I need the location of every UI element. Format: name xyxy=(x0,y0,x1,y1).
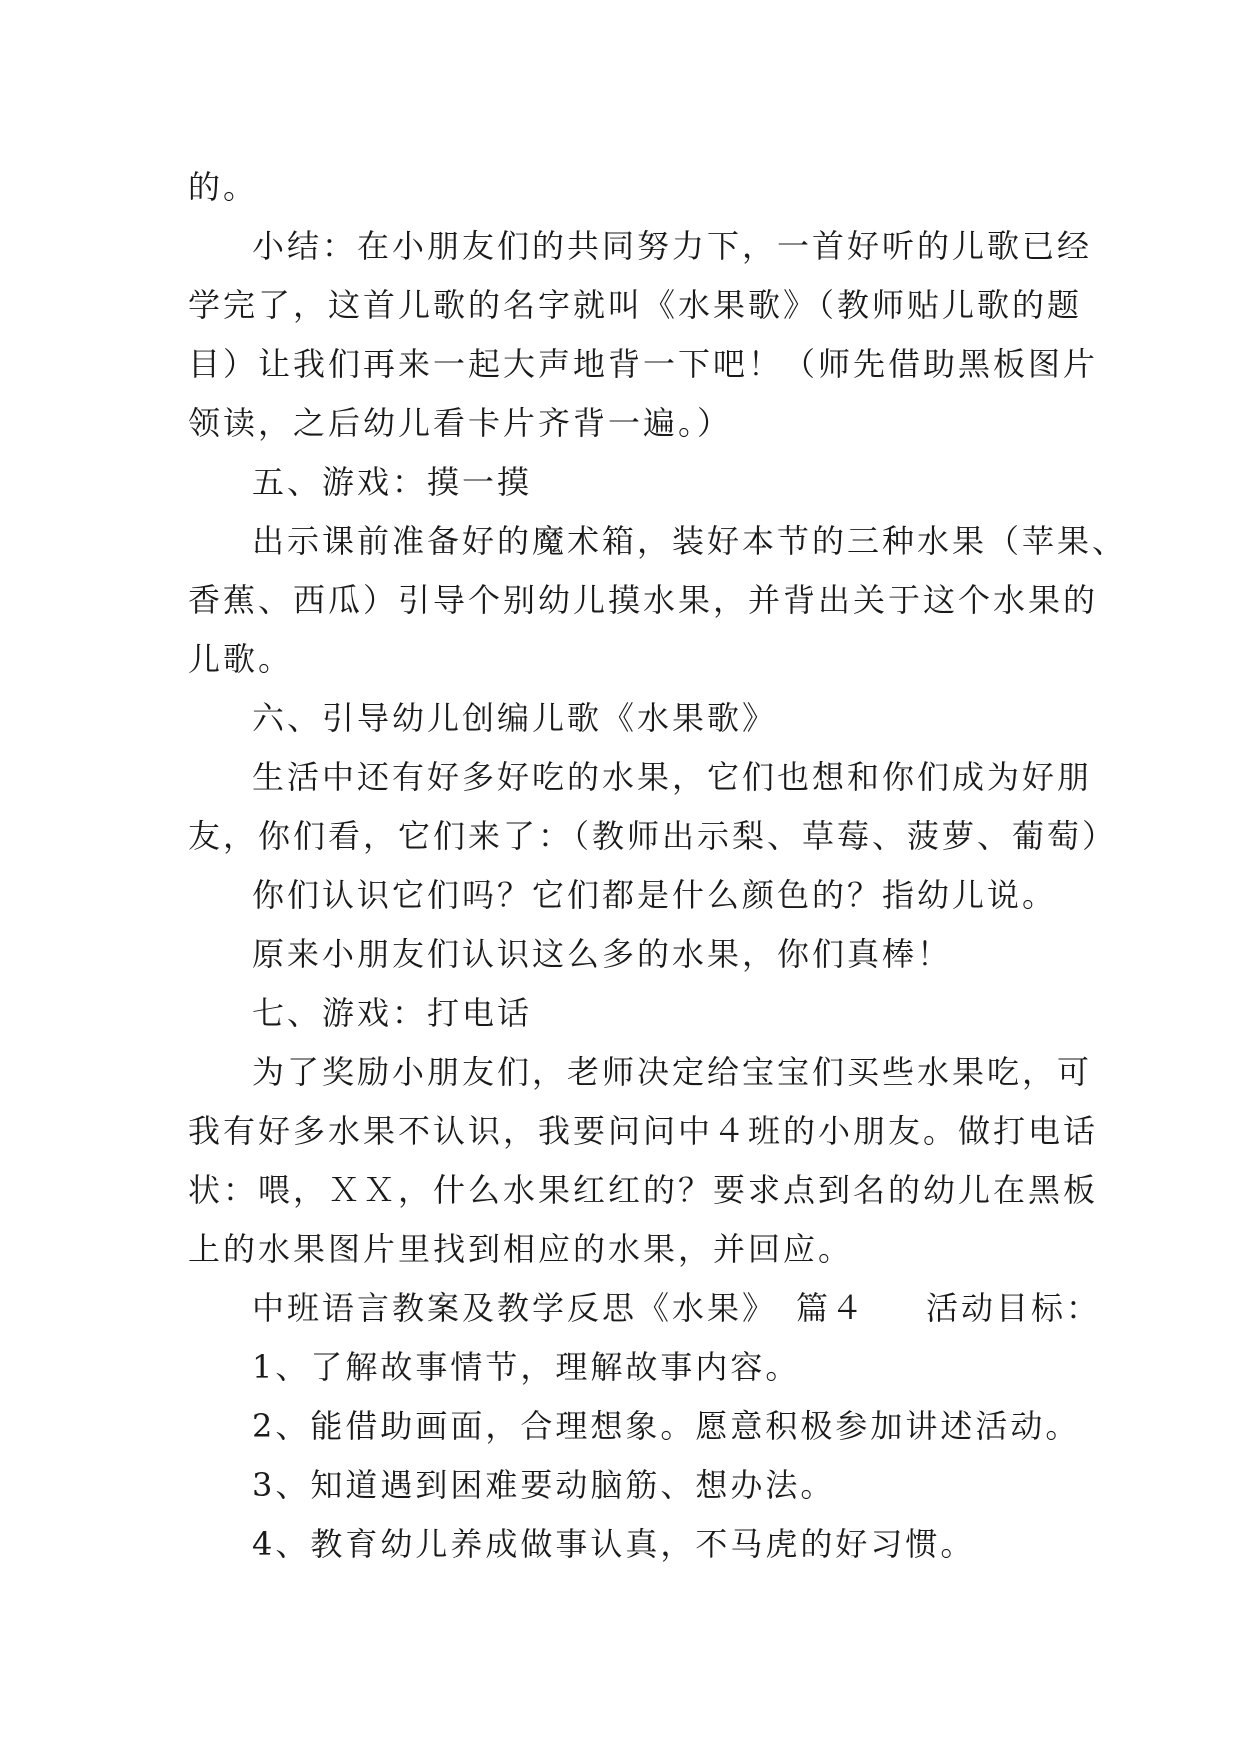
text-line: 2、能借助画面，合理想象。愿意积极参加讲述活动。 xyxy=(252,1407,1081,1445)
text-line: 的。 xyxy=(188,168,259,206)
objective-item xyxy=(188,1515,1068,1574)
text-line: 你们认识它们吗？它们都是什么颜色的？指幼儿说。 xyxy=(252,876,1058,914)
objective-item xyxy=(188,1456,1068,1515)
section-label: 活动目标： xyxy=(926,1289,1102,1327)
paragraph-phone-game xyxy=(188,1043,1099,1279)
text-line: 目）让我们再来一起大声地背一下吧！（师先借助黑板图片 xyxy=(188,345,1099,383)
text-line: 原来小朋友们认识这么多的水果，你们真棒！ xyxy=(252,935,953,973)
text-line: 为了奖励小朋友们，老师决定给宝宝们买些水果吃，可 xyxy=(252,1053,1093,1091)
section-title: 中班语言教案及教学反思《水果》 篇４ xyxy=(252,1289,867,1327)
paragraph-summary xyxy=(188,217,1099,453)
paragraph-continuation xyxy=(188,158,1068,217)
step-heading-6 xyxy=(188,689,1068,748)
text-line: 五、游戏：摸一摸 xyxy=(252,463,533,501)
text-line: 友，你们看，它们来了：（教师出示梨、草莓、菠萝、葡萄） xyxy=(188,817,1118,855)
text-line: 状：喂，ＸＸ，什么水果红红的？要求点到名的幼儿在黑板 xyxy=(188,1171,1099,1209)
text-line: 学完了，这首儿歌的名字就叫《水果歌》（教师贴儿歌的题 xyxy=(188,286,1083,324)
text-line: 1、了解故事情节，理解故事内容。 xyxy=(252,1348,801,1386)
paragraph-praise xyxy=(188,925,1068,984)
section-heading xyxy=(188,1279,1102,1338)
step-heading-7 xyxy=(188,984,1068,1043)
text-line: 六、引导幼儿创编儿歌《水果歌》 xyxy=(252,699,778,737)
document-body xyxy=(188,158,1128,1574)
text-line: 出示课前准备好的魔术箱，装好本节的三种水果（苹果、 xyxy=(252,522,1128,560)
text-line: 儿歌。 xyxy=(188,640,294,678)
objective-item xyxy=(188,1338,1068,1397)
text-line: 上的水果图片里找到相应的水果，并回应。 xyxy=(188,1230,854,1268)
text-line: 小结：在小朋友们的共同努力下，一首好听的儿歌已经 xyxy=(252,227,1093,265)
objective-item xyxy=(188,1397,1081,1456)
step-heading-5 xyxy=(188,453,1068,512)
text-line: 领读，之后幼儿看卡片齐背一遍。） xyxy=(188,404,733,442)
text-line: 我有好多水果不认识，我要问问中４班的小朋友。做打电话 xyxy=(188,1112,1099,1150)
paragraph-magic-box xyxy=(188,512,1128,689)
text-line: 4、教育幼儿养成做事认真，不马虎的好习惯。 xyxy=(252,1525,976,1563)
paragraph-more-fruits xyxy=(188,748,1118,866)
text-line: 香蕉、西瓜）引导个别幼儿摸水果，并背出关于这个水果的 xyxy=(188,581,1099,619)
text-line: 生活中还有好多好吃的水果，它们也想和你们成为好朋 xyxy=(252,758,1093,796)
text-line: 七、游戏：打电话 xyxy=(252,994,533,1032)
text-line: 3、知道遇到困难要动脑筋、想办法。 xyxy=(252,1466,836,1504)
paragraph-question xyxy=(188,866,1068,925)
